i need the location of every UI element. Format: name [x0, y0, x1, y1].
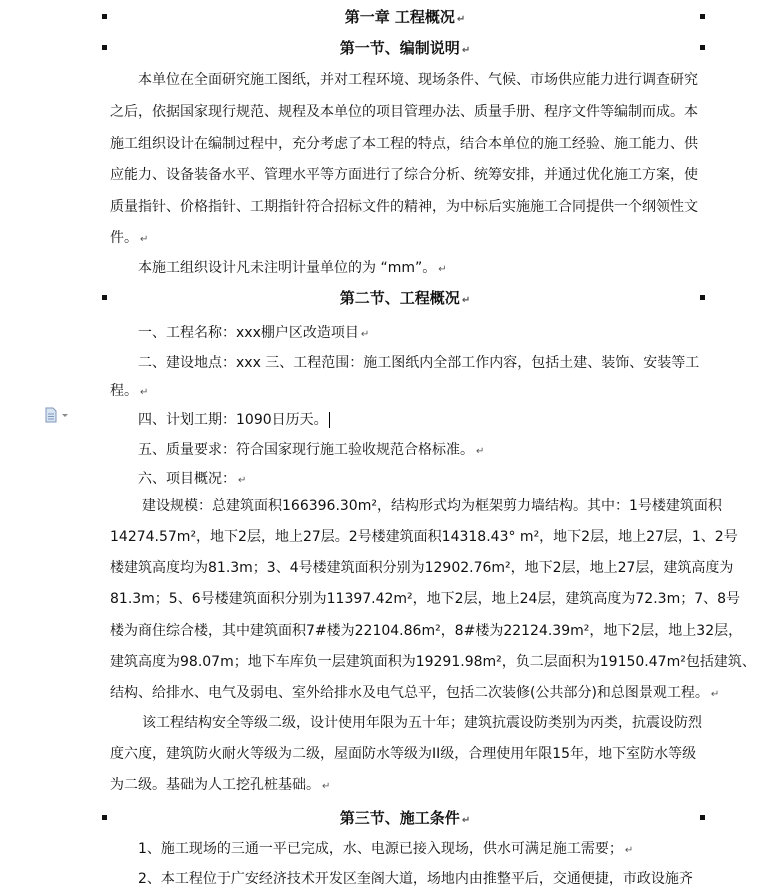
list-item: 程。 ↵ — [110, 383, 149, 399]
paragraph-mark-bullet — [102, 45, 107, 50]
paragraph-mark-bullet — [700, 14, 705, 19]
section-title: 第三节、施工条件 ↵ — [339, 809, 471, 827]
paragraph-mark-bullet — [700, 815, 705, 820]
body-line: 本施工组织设计凡未注明计量单位的为 “mm”。 ↵ — [138, 260, 447, 276]
paragraph-mark-bullet — [102, 815, 107, 820]
body-line: 建设规模：总建筑面积166396.30m²，结构形式均为框架剪力墙结构。其中：1号楼建筑面积 — [142, 498, 722, 514]
body-line: 14274.57m²，地下2层，地上27层。2号楼建筑面积14318.43° m²，地下2层，地上27层，1、2号 — [110, 529, 738, 545]
list-item: 二、建设地点：xxx 三、工程范围：施工图纸内全部工作内容，包括土建、装饰、安装等工 — [138, 355, 700, 371]
body-line: 本单位在全面研究施工图纸，并对工程环境、现场条件、气候、市场供应能力进行调查研究 — [138, 72, 698, 88]
list-item: 四、计划工期：1090日历天。 — [138, 412, 328, 428]
section-title: 第二节、工程概况 ↵ — [339, 289, 471, 307]
body-line: 之后，依据国家现行规范、规程及本单位的项目管理办法、质量手册、程序文件等编制而成。本 — [110, 104, 698, 120]
paragraph-mark-bullet — [700, 295, 705, 300]
body-line: 结构、给排水、电气及弱电、室外给排水及电气总平，包括二次装修(公共部分)和总图景观工程。 ↵ — [110, 685, 720, 701]
body-line: 质量指针、价格指针、工期指针符合招标文件的精神，为中标后实施施工合同提供一个纲领性文 — [110, 199, 698, 215]
body-line: 施工组织设计在编制过程中，充分考虑了本工程的特点，结合本单位的施工经验、施工能力、供 — [110, 136, 698, 152]
body-line: 建筑高度为98.07m；地下车库负一层建筑面积为19291.98m²，负二层面积为19150.47m²包括建筑、 — [110, 654, 756, 670]
body-line: 为二级。基础为人工挖孔桩基础。 ↵ — [110, 777, 331, 793]
body-line: 应能力、设备装备水平、管理水平等方面进行了综合分析、统筹安排，并通过优化施工方案，使 — [110, 167, 698, 183]
body-line: 度六度，建筑防火耐火等级为二级，屋面防水等级为II级，合理使用年限15年，地下室防水等级 — [110, 746, 697, 762]
text-cursor — [329, 412, 330, 428]
list-item: 六、项目概况： ↵ — [138, 471, 247, 487]
body-line: 81.3m；5、6号楼建筑面积分别为11397.42m²，地下2层，地上24层，建筑高度为72.3m；7、8号 — [110, 591, 741, 607]
body-line: 该工程结构安全等级二级，设计使用年限为五十年；建筑抗震设防类别为丙类，抗震设防烈 — [142, 715, 702, 731]
body-line: 楼建筑高度均为81.3m；3、4号楼建筑面积分别为12902.76m²，地下2层，地上27层，建筑高度为 — [110, 560, 734, 576]
list-item: 2、本工程位于广安经济技术开发区奎阁大道，场地内由推整平后，交通便捷，市政设施齐 — [138, 871, 693, 887]
document-icon[interactable] — [44, 407, 70, 423]
list-item: 一、工程名称：xxx棚户区改造项目 ↵ — [138, 325, 370, 341]
chapter-title: 第一章 工程概况 ↵ — [344, 8, 466, 26]
section-title: 第一节、编制说明 ↵ — [339, 39, 471, 57]
paragraph-mark-bullet — [700, 45, 705, 50]
paragraph-mark-bullet — [102, 14, 107, 19]
body-line: 件。 ↵ — [110, 230, 149, 246]
list-item: 1、施工现场的三通一平已完成，水、电源已接入现场，供水可满足施工需要； ↵ — [138, 841, 634, 857]
body-line: 楼为商住综合楼，其中建筑面积7#楼为22104.86m²，8#楼为22124.39m²，地下2层，地上32层， — [110, 623, 743, 639]
paragraph-mark-bullet — [102, 295, 107, 300]
list-item: 五、质量要求：符合国家现行施工验收规范合格标准。 ↵ — [138, 442, 485, 458]
